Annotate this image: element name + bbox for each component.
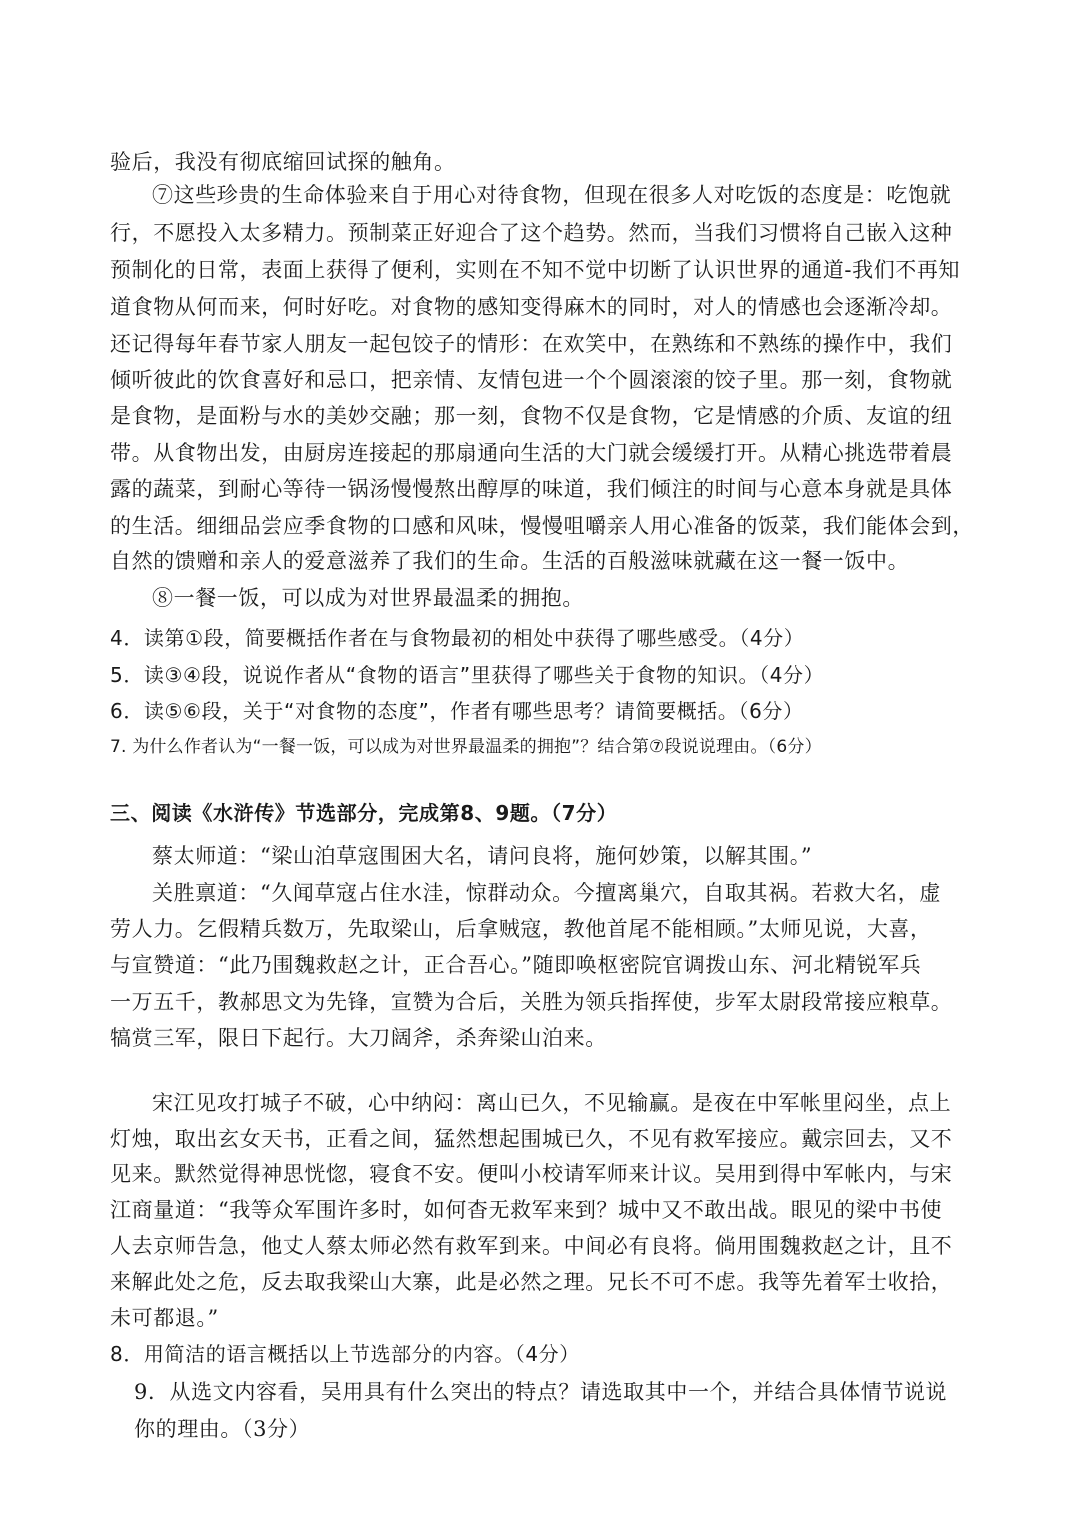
passage-line: 预制化的日常，表面上获得了便利，实则在不知不觉中切断了认识世界的通道-我们不再知 bbox=[110, 258, 961, 282]
passage-paragraph-8: ⑧一餐一饭，可以成为对世界最温柔的拥抱。 bbox=[152, 586, 584, 610]
excerpt-line: 灯烛，取出玄女天书，正看之间，猛然想起围城已久，不见有救军接应。戴宗回去，又不 bbox=[110, 1127, 953, 1151]
excerpt-line: 未可都退。” bbox=[110, 1306, 219, 1330]
question-7: 7. 为什么作者认为“一餐一饭，可以成为对世界最温柔的拥抱”？结合第⑦段说说理由。（6分） bbox=[110, 737, 822, 757]
passage-line: 道食物从何而来，何时好吃。对食物的感知变得麻木的同时，对人的情感也会逐渐冷却。 bbox=[110, 295, 953, 319]
excerpt-line: 与宣赞道：“此乃围魏救赵之计，正合吾心。”随即唤枢密院官调拨山东、河北精锐军兵 bbox=[110, 953, 922, 977]
excerpt-line: 来解此处之危，反去取我梁山大寨，此是必然之理。兄长不可不虑。我等先着军士收拾， bbox=[110, 1270, 953, 1294]
passage-line: 还记得每年春节家人朋友一起包饺子的情形：在欢笑中，在熟练和不熟练的操作中，我们 bbox=[110, 332, 953, 356]
excerpt-line: 人去京师告急，他丈人蔡太师必然有救军到来。中间必有良将。倘用围魏救赵之计，且不 bbox=[110, 1234, 953, 1258]
question-9: 9．从选文内容看，吴用具有什么突出的特点？请选取其中一个，并结合具体情节说说 bbox=[134, 1380, 948, 1404]
question-4: 4．读第①段，简要概括作者在与食物最初的相处中获得了哪些感受。（4分） bbox=[110, 626, 805, 650]
excerpt-line: 蔡太师道：“梁山泊草寇围困大名，请问良将，施何妙策，以解其围。” bbox=[152, 844, 813, 868]
question-8: 8．用简洁的语言概括以上节选部分的内容。（4分） bbox=[110, 1342, 580, 1366]
question-5: 5．读③④段，说说作者从“食物的语言”里获得了哪些关于食物的知识。（4分） bbox=[110, 663, 825, 687]
passage-line: 验后，我没有彻底缩回试探的触角。 bbox=[110, 150, 456, 174]
passage-paragraph-7: ⑦这些珍贵的生命体验来自于用心对待食物，但现在很多人对吃饭的态度是：吃饱就 bbox=[152, 183, 952, 207]
excerpt-line: 劳人力。乞假精兵数万，先取梁山，后拿贼寇，教他首尾不能相顾。”太师见说，大喜， bbox=[110, 917, 932, 941]
question-9-continued: 你的理由。（3分） bbox=[134, 1417, 311, 1441]
excerpt-line: 一万五千，教郝思文为先锋，宣赞为合后，关胜为领兵指挥使，步军太尉段常接应粮草。 bbox=[110, 990, 953, 1014]
excerpt-line: 见来。默然觉得神思恍惚，寝食不安。便叫小校请军师来计议。吴用到得中军帐内，与宋 bbox=[110, 1162, 953, 1186]
excerpt-line: 江商量道：“我等众军围许多时，如何杳无救军来到？城中又不敢出战。眼见的梁中书使 bbox=[110, 1198, 943, 1222]
passage-line: 行，不愿投入太多精力。预制菜正好迎合了这个趋势。然而，当我们习惯将自己嵌入这种 bbox=[110, 221, 953, 245]
excerpt-line: 犒赏三军，限日下起行。大刀阔斧，杀奔梁山泊来。 bbox=[110, 1026, 607, 1050]
passage-line: 倾听彼此的饮食喜好和忌口，把亲情、友情包进一个个圆滚滚的饺子里。那一刻，食物就 bbox=[110, 368, 953, 392]
passage-line: 是食物，是面粉与水的美妙交融；那一刻，食物不仅是食物，它是情感的介质、友谊的纽 bbox=[110, 404, 953, 428]
excerpt-line: 宋江见攻打城子不破，心中纳闷：离山已久，不见输赢。是夜在中军帐里闷坐，点上 bbox=[152, 1091, 952, 1115]
section-3-heading: 三、阅读《水浒传》节选部分，完成第8、9题。（7分） bbox=[110, 801, 618, 825]
passage-line: 露的蔬菜，到耐心等待一锅汤慢慢熬出醇厚的味道，我们倾注的时间与心意本身就是具体 bbox=[110, 477, 953, 501]
passage-line: 带。从食物出发，由厨房连接起的那扇通向生活的大门就会缓缓打开。从精心挑选带着晨 bbox=[110, 441, 953, 465]
question-6: 6．读⑤⑥段，关于“对食物的态度”，作者有哪些思考？请简要概括。（6分） bbox=[110, 699, 804, 723]
excerpt-line: 关胜禀道：“久闻草寇占住水洼，惊群动众。今擅离巢穴，自取其祸。若救大名，虚 bbox=[152, 881, 941, 905]
passage-line: 自然的馈赠和亲人的爱意滋养了我们的生命。生活的百般滋味就藏在这一餐一饭中。 bbox=[110, 549, 910, 573]
passage-line: 的生活。细细品尝应季食物的口感和风味，慢慢咀嚼亲人用心准备的饭菜，我们能体会到， bbox=[110, 514, 974, 538]
